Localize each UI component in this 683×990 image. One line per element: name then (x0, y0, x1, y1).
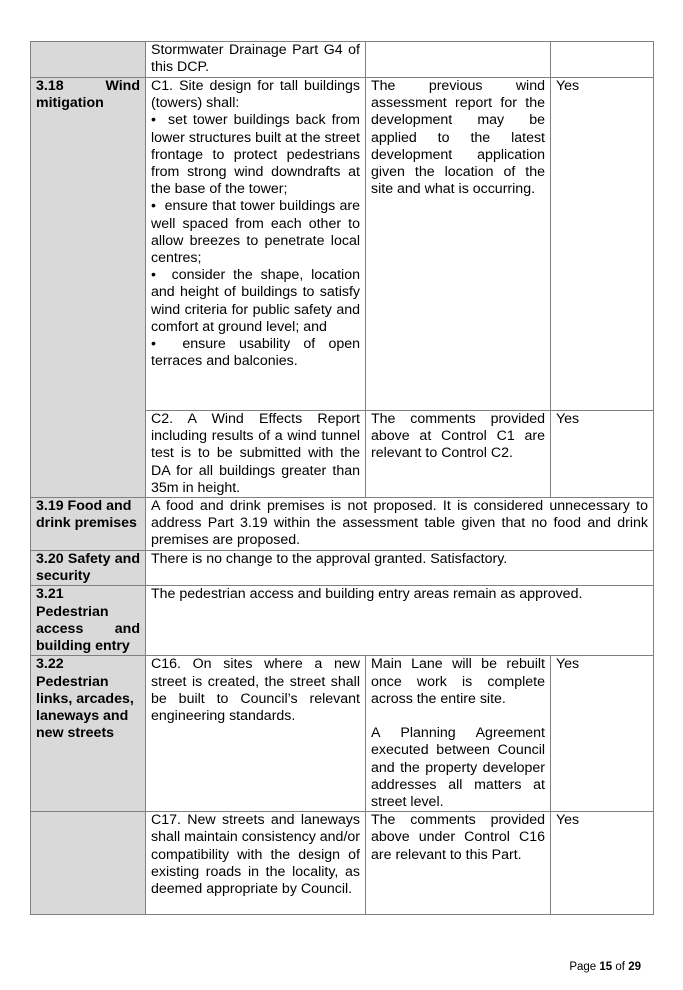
comment-cell (366, 42, 551, 78)
bullet-item: • ensure that tower buildings are well spaced from each other to allow breezes to penetrate local centres; (151, 198, 360, 267)
bullet-item: • set tower buildings back from lower structures built at the street frontage to protect pedestrians from strong wind downdrafts at the base of the tower; (151, 112, 361, 198)
table-row (31, 812, 654, 915)
complies-cell: Yes (551, 78, 654, 411)
comment-cell: The comments provided above under Control C16 are relevant to this Part. (366, 812, 551, 915)
table-row (31, 656, 654, 812)
section-cell: 3.21 Pedestrian access and building entry (31, 586, 146, 656)
section-cell (31, 812, 146, 915)
section-cell: 3.22 Pedestrian links, arcades, laneways and new streets (31, 656, 146, 812)
table-row (31, 551, 654, 586)
comment-cell: The previous wind assessment report for the development may be applied to the latest development application given the location of the site and what is occurring. (366, 78, 551, 411)
dcp-compliance-table (30, 41, 654, 915)
comment-paragraph: Main Lane will be rebuilt once work is complete across the entire site. (371, 656, 545, 707)
page-number: Page 15 of 29 (569, 961, 641, 973)
merged-comment-cell: The pedestrian access and building entry areas remain as approved. (146, 586, 654, 656)
bullet-item: • ensure usability of open terraces and balconies. (151, 336, 360, 370)
control-cell (146, 78, 366, 411)
section-cell: 3.20 Safety and security (31, 551, 146, 586)
bullet-item: • consider the shape, location and height of buildings to satisfy wind criteria for public safety and comfort at ground level; and (151, 267, 360, 335)
complies-cell: Yes (551, 656, 654, 812)
table-row (31, 78, 654, 411)
table-row (31, 42, 654, 78)
comment-cell: The comments provided above at Control C1 are relevant to Control C2. (366, 411, 551, 498)
comment-paragraph: A Planning Agreement executed between Council and the property developer addresses all matters at street level. (371, 725, 545, 811)
table-row (31, 498, 654, 551)
control-cell: Stormwater Drainage Part G4 of this DCP. (146, 42, 366, 78)
section-cell: 3.19 Food and drink premises (31, 498, 146, 551)
table-row (31, 586, 654, 656)
complies-cell: Yes (551, 411, 654, 498)
section-cell (31, 42, 146, 78)
merged-comment-cell: A food and drink premises is not proposed. It is considered unnecessary to address Part 3.19 within the assessment table given that no food and drink premises are proposed. (146, 498, 654, 551)
section-heading: 3.18 Wind mitigation (36, 78, 140, 112)
control-cell: C16. On sites where a new street is created, the street shall be built to Council’s relevant engineering standards. (146, 656, 366, 812)
control-cell: C17. New streets and laneways shall maintain consistency and/or compatibility with the design of existing roads in the locality, as deemed appropriate by Council. (146, 812, 366, 915)
complies-cell (551, 42, 654, 78)
merged-comment-cell: There is no change to the approval granted. Satisfactory. (146, 551, 654, 586)
section-cell (31, 78, 146, 498)
control-text: C1. Site design for tall buildings (towers) shall: (151, 78, 360, 112)
complies-cell: Yes (551, 812, 654, 915)
comment-cell (366, 656, 551, 812)
control-cell: C2. A Wind Effects Report including results of a wind tunnel test is to be submitted with the DA for all buildings greater than 35m in height. (146, 411, 366, 498)
